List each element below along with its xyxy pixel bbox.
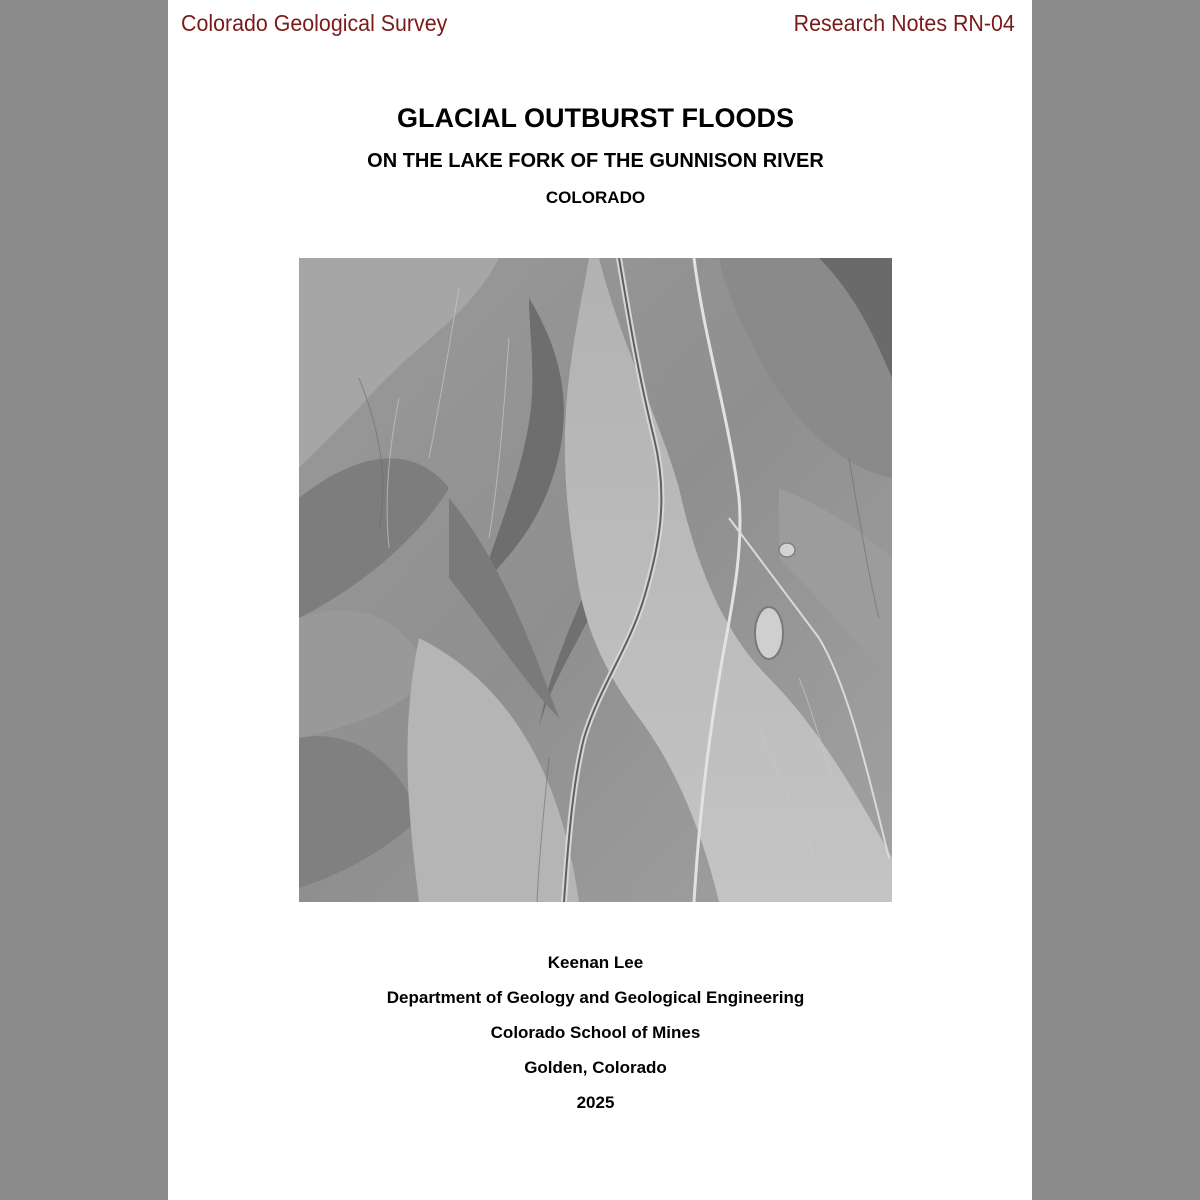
- cover-title: GLACIAL OUTBURST FLOODS: [397, 103, 794, 133]
- author-location: Golden, Colorado: [524, 1058, 667, 1077]
- shaded-relief-map-image: [299, 258, 892, 902]
- cover-subtitle: ON THE LAKE FORK OF THE GUNNISON RIVER: [367, 150, 824, 172]
- series-header: Research Notes RN-04: [793, 10, 1015, 36]
- document-page: [168, 0, 1032, 1200]
- publication-year: 2025: [576, 1093, 615, 1112]
- cover-region: COLORADO: [545, 188, 646, 207]
- author-institution: Colorado School of Mines: [490, 1023, 701, 1042]
- publisher-header: Colorado Geological Survey: [181, 10, 448, 36]
- author-name: Keenan Lee: [547, 953, 644, 972]
- author-department: Department of Geology and Geological Engineering: [386, 988, 805, 1007]
